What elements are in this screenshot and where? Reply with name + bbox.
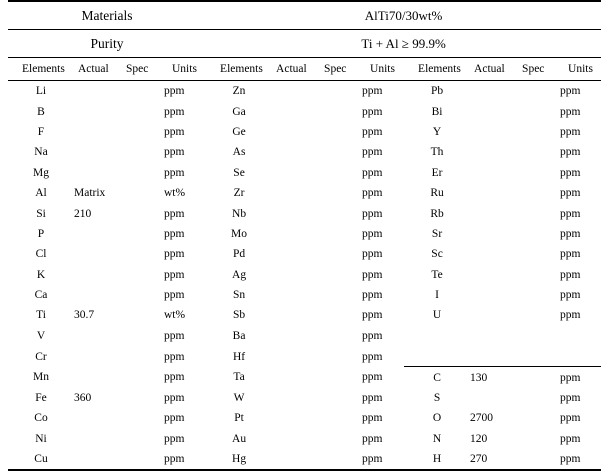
cell-actual-b1 — [74, 101, 124, 121]
table-row — [8, 203, 601, 223]
cell-element-b3: N — [432, 432, 442, 445]
cell-spec-b3 — [520, 244, 560, 264]
cell-actual-b3 — [470, 101, 520, 121]
cell-element-b3: Th — [430, 146, 444, 159]
materials-row — [8, 1, 601, 30]
cell-units-b3: ppm — [560, 187, 581, 200]
cell-actual-b2 — [272, 122, 322, 142]
table-row — [8, 408, 601, 428]
cell-units-b2: ppm — [362, 268, 383, 281]
cell-spec-b1 — [124, 183, 164, 203]
col-units-1: Units — [164, 58, 206, 81]
cell-element-b2: Ba — [232, 329, 246, 342]
cell-element-b2: Ge — [232, 125, 246, 138]
cell-element-b3: Pb — [430, 85, 444, 98]
cell-spec-b3 — [520, 408, 560, 428]
cell-element-b3: Y — [432, 125, 442, 138]
cell-spec-b1 — [124, 101, 164, 121]
cell-spec-b1 — [124, 224, 164, 244]
cell-spec-b2 — [322, 285, 362, 305]
cell-units-b2: ppm — [362, 85, 383, 98]
table-row — [8, 388, 601, 408]
cell-actual-b1 — [74, 224, 124, 244]
cell-units-b1: ppm — [164, 350, 185, 363]
cell-actual-b3: 2700 — [470, 412, 494, 425]
materials-label: Materials — [8, 1, 206, 30]
cell-actual-b2 — [272, 142, 322, 162]
cell-element-b3: O — [432, 412, 442, 425]
cell-spec-b2 — [322, 305, 362, 325]
cell-spec-b1 — [124, 142, 164, 162]
col-actual-2: Actual — [272, 58, 322, 81]
cell-spec-b1 — [124, 346, 164, 367]
cell-element-b1: K — [36, 268, 46, 281]
cell-units-b3: ppm — [560, 166, 581, 179]
materials-value: AlTi70/30wt% — [206, 1, 601, 30]
cell-spec-b3 — [520, 81, 560, 102]
cell-units-b2: ppm — [362, 105, 383, 118]
cell-actual-b1: 30.7 — [74, 309, 95, 322]
cell-actual-b2 — [272, 285, 322, 305]
cell-units-b1: ppm — [164, 146, 185, 159]
cell-actual-b2 — [272, 203, 322, 223]
cell-element-b1: B — [37, 105, 45, 118]
cell-actual-b1 — [74, 122, 124, 142]
cell-actual-b3 — [470, 203, 520, 223]
cell-element-b1: Cl — [35, 248, 47, 261]
cell-units-b2: ppm — [362, 329, 383, 342]
table-row — [8, 142, 601, 162]
cell-actual-b3 — [470, 326, 520, 346]
cell-actual-b3 — [470, 224, 520, 244]
cell-spec-b2 — [322, 346, 362, 367]
cell-units-b3: ppm — [560, 207, 581, 220]
cell-spec-b1 — [124, 326, 164, 346]
cell-units-b1: ppm — [164, 227, 185, 240]
cell-element-b1: Na — [34, 146, 48, 159]
cell-spec-b1 — [124, 367, 164, 388]
cell-element-b3: Ru — [430, 187, 444, 200]
cell-actual-b2 — [272, 449, 322, 470]
cell-units-b3: ppm — [560, 268, 581, 281]
col-elements-1: Elements — [8, 58, 74, 81]
cell-units-b1: ppm — [164, 268, 185, 281]
cell-spec-b3 — [520, 122, 560, 142]
cell-actual-b2 — [272, 346, 322, 367]
cell-spec-b3 — [520, 367, 560, 388]
col-spec-1: Spec — [124, 58, 164, 81]
cell-element-b1: P — [37, 227, 45, 240]
cell-units-b1: ppm — [164, 207, 185, 220]
cell-units-b2: ppm — [362, 432, 383, 445]
column-header-row — [8, 58, 601, 81]
table-row — [8, 81, 601, 102]
cell-element-b3: Te — [431, 268, 443, 281]
cell-actual-b2 — [272, 224, 322, 244]
cell-element-b1: Mg — [33, 166, 49, 179]
cell-spec-b1 — [124, 244, 164, 264]
cell-units-b1: wt% — [164, 309, 186, 322]
cell-element-b2: Au — [232, 432, 247, 445]
cell-actual-b3 — [470, 163, 520, 183]
cell-actual-b2 — [272, 81, 322, 102]
cell-units-b1: ppm — [164, 392, 185, 405]
cell-units-b1: ppm — [164, 329, 185, 342]
cell-actual-b1 — [74, 346, 124, 367]
table-row — [8, 449, 601, 470]
col-elements-2: Elements — [206, 58, 272, 81]
bottom-rule — [8, 470, 601, 471]
cell-spec-b3 — [520, 224, 560, 244]
cell-units-b3 — [560, 326, 601, 346]
cell-units-b2: ppm — [362, 248, 383, 261]
cell-element-b2: Se — [233, 166, 245, 179]
table-row — [8, 183, 601, 203]
cell-spec-b2 — [322, 203, 362, 223]
cell-element-b1: Al — [35, 187, 47, 200]
cell-units-b1: ppm — [164, 371, 185, 384]
cell-units-b1: ppm — [164, 432, 185, 445]
cell-element-b1: Li — [35, 85, 47, 98]
cell-element-b3 — [404, 326, 470, 346]
cell-element-b1: Si — [36, 207, 46, 220]
cell-spec-b2 — [322, 163, 362, 183]
cell-spec-b1 — [124, 429, 164, 449]
cell-actual-b3: 120 — [470, 432, 488, 445]
col-actual-1: Actual — [74, 58, 124, 81]
cell-element-b2: Mo — [231, 227, 248, 240]
cell-element-b3: U — [432, 309, 442, 322]
cell-spec-b2 — [322, 142, 362, 162]
cell-element-b1: Ca — [34, 289, 48, 302]
table-row — [8, 224, 601, 244]
cell-units-b1: ppm — [164, 125, 185, 138]
table-row — [8, 326, 601, 346]
cell-actual-b3 — [470, 346, 520, 367]
cell-actual-b3 — [470, 265, 520, 285]
cell-actual-b1 — [74, 142, 124, 162]
cell-spec-b3 — [520, 346, 560, 367]
cell-spec-b3 — [520, 326, 560, 346]
cell-spec-b2 — [322, 408, 362, 428]
cell-element-b1: Ti — [36, 309, 46, 322]
table-row — [8, 101, 601, 121]
cell-units-b2: ppm — [362, 350, 383, 363]
cell-actual-b3: 270 — [470, 453, 488, 466]
cell-element-b3 — [404, 346, 470, 367]
cell-spec-b2 — [322, 388, 362, 408]
cell-element-b2: Zr — [233, 187, 245, 200]
cell-units-b1: ppm — [164, 105, 185, 118]
col-spec-2: Spec — [322, 58, 362, 81]
cell-actual-b3 — [470, 244, 520, 264]
cell-spec-b1 — [124, 285, 164, 305]
cell-spec-b2 — [322, 429, 362, 449]
cell-spec-b1 — [124, 408, 164, 428]
cell-units-b2: ppm — [362, 227, 383, 240]
cell-actual-b2 — [272, 163, 322, 183]
cell-actual-b1 — [74, 244, 124, 264]
cell-actual-b3 — [470, 388, 520, 408]
cell-element-b2: Ga — [232, 105, 246, 118]
cell-actual-b3 — [470, 305, 520, 325]
cell-element-b2: Pt — [234, 412, 244, 425]
cell-spec-b1 — [124, 305, 164, 325]
cell-units-b3: ppm — [560, 248, 581, 261]
cell-units-b2: ppm — [362, 187, 383, 200]
cell-spec-b1 — [124, 388, 164, 408]
cell-units-b2: ppm — [362, 392, 383, 405]
table-row — [8, 346, 601, 367]
cell-units-b1: ppm — [164, 248, 185, 261]
cell-units-b2: ppm — [362, 207, 383, 220]
table-row — [8, 265, 601, 285]
cell-actual-b2 — [272, 367, 322, 388]
cell-units-b3: ppm — [560, 392, 581, 405]
table-row — [8, 122, 601, 142]
cell-units-b2: ppm — [362, 289, 383, 302]
cell-element-b2: Pd — [232, 248, 246, 261]
cell-spec-b3 — [520, 101, 560, 121]
cell-units-b3: ppm — [560, 432, 581, 445]
cell-units-b2: ppm — [362, 453, 383, 466]
cell-element-b3: Rb — [430, 207, 444, 220]
cell-actual-b3 — [470, 183, 520, 203]
cell-spec-b2 — [322, 81, 362, 102]
table-row — [8, 163, 601, 183]
cell-actual-b2 — [272, 429, 322, 449]
table-row — [8, 244, 601, 264]
cell-units-b2: ppm — [362, 166, 383, 179]
cell-element-b2: Ag — [232, 268, 247, 281]
cell-actual-b1 — [74, 265, 124, 285]
cell-element-b3: S — [433, 392, 441, 405]
purity-row — [8, 30, 601, 58]
cell-spec-b3 — [520, 388, 560, 408]
cell-actual-b2 — [272, 244, 322, 264]
cell-actual-b2 — [272, 183, 322, 203]
col-actual-3: Actual — [470, 58, 520, 81]
cell-units-b2: ppm — [362, 309, 383, 322]
materials-purity-table — [8, 0, 601, 471]
table-row — [8, 429, 601, 449]
col-elements-3: Elements — [404, 58, 470, 81]
table-row — [8, 285, 601, 305]
cell-element-b2: Sn — [232, 289, 246, 302]
cell-element-b1: F — [37, 125, 45, 138]
cell-actual-b3 — [470, 81, 520, 102]
cell-element-b3: Sr — [431, 227, 443, 240]
cell-element-b2: Ta — [233, 371, 245, 384]
cell-element-b3: Er — [431, 166, 443, 179]
cell-actual-b1 — [74, 449, 124, 470]
cell-actual-b2 — [272, 265, 322, 285]
cell-units-b3: ppm — [560, 85, 581, 98]
cell-units-b3: ppm — [560, 367, 601, 388]
cell-units-b3: ppm — [560, 105, 581, 118]
cell-spec-b2 — [322, 122, 362, 142]
cell-element-b1: Cr — [35, 350, 47, 363]
cell-actual-b2 — [272, 305, 322, 325]
cell-units-b1: wt% — [164, 187, 186, 200]
cell-spec-b3 — [520, 449, 560, 470]
cell-units-b3: ppm — [560, 309, 581, 322]
purity-value: Ti + Al ≥ 99.9% — [206, 30, 601, 58]
cell-spec-b1 — [124, 122, 164, 142]
cell-spec-b2 — [322, 244, 362, 264]
cell-spec-b3 — [520, 305, 560, 325]
cell-element-b1: Mn — [33, 371, 49, 384]
cell-actual-b1: 360 — [74, 392, 92, 405]
cell-element-b3: I — [435, 289, 439, 302]
cell-element-b2: Hg — [232, 453, 247, 466]
cell-element-b1: Co — [34, 412, 48, 425]
cell-element-b1: Cu — [34, 453, 48, 466]
cell-spec-b1 — [124, 265, 164, 285]
cell-units-b1: ppm — [164, 85, 185, 98]
cell-actual-b1 — [74, 408, 124, 428]
cell-units-b3: ppm — [560, 412, 581, 425]
cell-units-b3: ppm — [560, 227, 581, 240]
cell-element-b3: H — [432, 453, 442, 466]
cell-element-b1: Ni — [35, 432, 47, 445]
cell-element-b3: Sc — [431, 248, 443, 261]
cell-spec-b3 — [520, 163, 560, 183]
cell-actual-b1 — [74, 285, 124, 305]
cell-units-b3: ppm — [560, 453, 581, 466]
cell-spec-b1 — [124, 163, 164, 183]
cell-actual-b2 — [272, 101, 322, 121]
cell-spec-b2 — [322, 183, 362, 203]
cell-element-b2: Nb — [232, 207, 247, 220]
cell-actual-b2 — [272, 326, 322, 346]
cell-spec-b3 — [520, 203, 560, 223]
cell-actual-b3: 130 — [470, 367, 520, 388]
col-units-3: Units — [560, 58, 601, 81]
cell-spec-b2 — [322, 265, 362, 285]
cell-actual-b1 — [74, 81, 124, 102]
cell-actual-b1 — [74, 367, 124, 388]
cell-units-b3: ppm — [560, 146, 581, 159]
cell-spec-b3 — [520, 265, 560, 285]
cell-units-b2: ppm — [362, 371, 383, 384]
cell-element-b2: Hf — [232, 350, 246, 363]
cell-units-b1: ppm — [164, 412, 185, 425]
cell-units-b2: ppm — [362, 412, 383, 425]
cell-spec-b1 — [124, 203, 164, 223]
cell-element-b2: Zn — [232, 85, 246, 98]
cell-actual-b1 — [74, 326, 124, 346]
cell-actual-b2 — [272, 408, 322, 428]
cell-spec-b3 — [520, 183, 560, 203]
table-row — [8, 305, 601, 325]
cell-element-b2: As — [232, 146, 246, 159]
cell-units-b3: ppm — [560, 125, 581, 138]
cell-element-b3: C — [404, 367, 470, 388]
cell-units-b1: ppm — [164, 453, 185, 466]
cell-spec-b2 — [322, 449, 362, 470]
cell-spec-b3 — [520, 142, 560, 162]
cell-spec-b2 — [322, 224, 362, 244]
cell-actual-b1: 210 — [74, 207, 92, 220]
cell-units-b1: ppm — [164, 289, 185, 302]
cell-spec-b1 — [124, 449, 164, 470]
cell-spec-b1 — [124, 81, 164, 102]
cell-spec-b2 — [322, 367, 362, 388]
cell-element-b1: Fe — [35, 392, 47, 405]
cell-element-b3: Bi — [431, 105, 443, 118]
cell-element-b2: W — [233, 392, 245, 405]
cell-units-b3 — [560, 346, 601, 367]
cell-actual-b3 — [470, 285, 520, 305]
cell-actual-b1: Matrix — [74, 187, 106, 200]
cell-spec-b3 — [520, 429, 560, 449]
cell-spec-b3 — [520, 285, 560, 305]
cell-units-b3: ppm — [560, 289, 581, 302]
cell-units-b2: ppm — [362, 125, 383, 138]
cell-actual-b3 — [470, 122, 520, 142]
col-spec-3: Spec — [520, 58, 560, 81]
cell-spec-b2 — [322, 101, 362, 121]
cell-actual-b1 — [74, 429, 124, 449]
cell-element-b1: V — [36, 329, 46, 342]
cell-actual-b1 — [74, 163, 124, 183]
table-row — [8, 367, 601, 388]
cell-element-b2: Sb — [232, 309, 246, 322]
col-units-2: Units — [362, 58, 404, 81]
cell-units-b1: ppm — [164, 166, 185, 179]
purity-label: Purity — [8, 30, 206, 58]
cell-spec-b2 — [322, 326, 362, 346]
cell-actual-b2 — [272, 388, 322, 408]
cell-actual-b3 — [470, 142, 520, 162]
cell-units-b2: ppm — [362, 146, 383, 159]
